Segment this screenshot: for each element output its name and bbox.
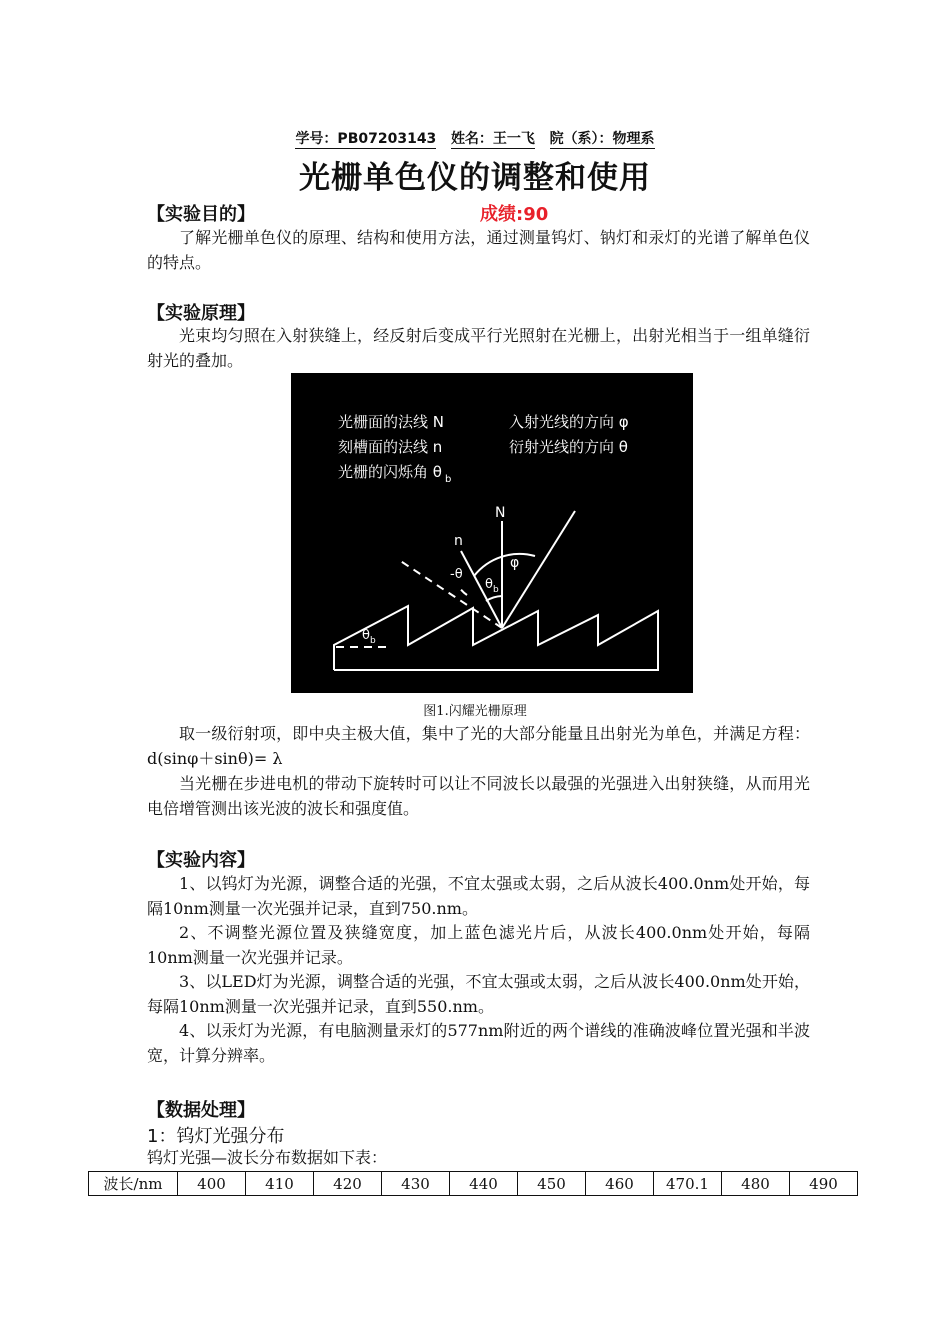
table-cell: 400	[178, 1172, 246, 1196]
data-subheading: 1：钨灯光强分布	[147, 1126, 285, 1147]
principle-paragraph-2: 取一级衍射项，即中央主极大值，集中了光的大部分能量且出射光为单色，并满足方程：d(sinφ＋sinθ)= λ	[147, 724, 810, 768]
table-cell: 420	[314, 1172, 382, 1196]
label-blaze-angle-sub: b	[370, 636, 376, 646]
principle-text-1	[147, 324, 810, 373]
table-cell: 480	[722, 1172, 790, 1196]
student-info-header	[0, 128, 950, 148]
student-name: 姓名：王一飞	[450, 131, 535, 147]
principle-paragraph-1: 光束均匀照在入射狭缝上，经反射后变成平行光照射在光栅上，出射光相当于一组单缝衍射光的叠加。	[147, 326, 810, 370]
figure-caption: 图1.闪耀光栅原理	[423, 704, 527, 719]
purpose-paragraph: 了解光栅单色仪的原理、结构和使用方法，通过测量钨灯、钠灯和汞灯的光谱了解单色仪的特点。	[147, 228, 810, 272]
principle-text-2	[147, 722, 810, 771]
student-id: 学号：PB07203143	[295, 131, 437, 147]
content-list	[147, 872, 810, 1068]
label-N: N	[495, 505, 506, 521]
label-n: n	[454, 533, 463, 549]
principle-heading: 【实验原理】	[147, 303, 255, 324]
table-cell: 490	[790, 1172, 858, 1196]
label-theta-b: θ	[485, 577, 493, 592]
page-title: 光栅单色仪的调整和使用	[299, 160, 651, 196]
legend-blaze-sub: b	[445, 474, 452, 485]
content-item-1: 1、以钨灯为光源，调整合适的光强，不宜太强或太弱，之后从波长400.0nm处开始，每隔10nm测量一次光强并记录，直到750.nm。	[147, 874, 810, 918]
legend-groove-normal: 刻槽面的法线 n	[338, 438, 443, 456]
blazed-grating-diagram	[291, 373, 693, 693]
tungsten-wavelength-table	[88, 1171, 858, 1196]
data-heading: 【数据处理】	[147, 1100, 255, 1121]
theta-b-arc	[486, 596, 502, 601]
student-department: 院（系）：物理系	[549, 131, 655, 147]
table-cell: 430	[382, 1172, 450, 1196]
phi-arc	[474, 554, 535, 576]
table-cell: 450	[518, 1172, 586, 1196]
table-cell: 460	[586, 1172, 654, 1196]
data-intro: 钨灯光强—波长分布数据如下表：	[147, 1148, 388, 1167]
principle-text-3	[147, 772, 810, 821]
label-theta-b-sub: b	[493, 585, 499, 595]
score-label: 成绩:90	[480, 204, 549, 225]
legend-incident-direction: 入射光线的方向 φ	[509, 413, 629, 431]
purpose-heading: 【实验目的】	[147, 204, 255, 225]
label-neg-theta: -θ	[450, 567, 463, 582]
label-blaze-angle: θ	[362, 628, 370, 643]
content-item-4: 4、以汞灯为光源，有电脑测量汞灯的577nm附近的两个谱线的准确波峰位置光强和半波宽，计算分辨率。	[147, 1021, 810, 1065]
purpose-text	[147, 226, 810, 275]
legend-diffraction-direction: 衍射光线的方向 θ	[509, 438, 628, 456]
legend-grating-normal: 光栅面的法线 N	[338, 413, 444, 431]
neg-theta-arc	[459, 587, 467, 595]
principle-paragraph-3: 当光栅在步进电机的带动下旋转时可以让不同波长以最强的光强进入出射狭缝，从而用光电倍增管测出该光波的波长和强度值。	[147, 774, 810, 818]
table-cell: 440	[450, 1172, 518, 1196]
table-cell: 470.1	[654, 1172, 722, 1196]
label-phi: φ	[510, 555, 520, 571]
legend-blaze-angle: 光栅的闪烁角 θ	[338, 463, 442, 481]
content-item-2: 2、不调整光源位置及狭缝宽度，加上蓝色滤光片后，从波长400.0nm处开始，每隔10nm测量一次光强并记录。	[147, 923, 810, 967]
content-item-3: 3、以LED灯为光源，调整合适的光强，不宜太强或太弱，之后从波长400.0nm处开始，每隔10nm测量一次光强并记录，直到550.nm。	[147, 972, 810, 1016]
table-header-cell: 波长/nm	[89, 1172, 178, 1196]
table-row	[89, 1172, 858, 1196]
content-heading: 【实验内容】	[147, 850, 255, 871]
table-cell: 410	[246, 1172, 314, 1196]
